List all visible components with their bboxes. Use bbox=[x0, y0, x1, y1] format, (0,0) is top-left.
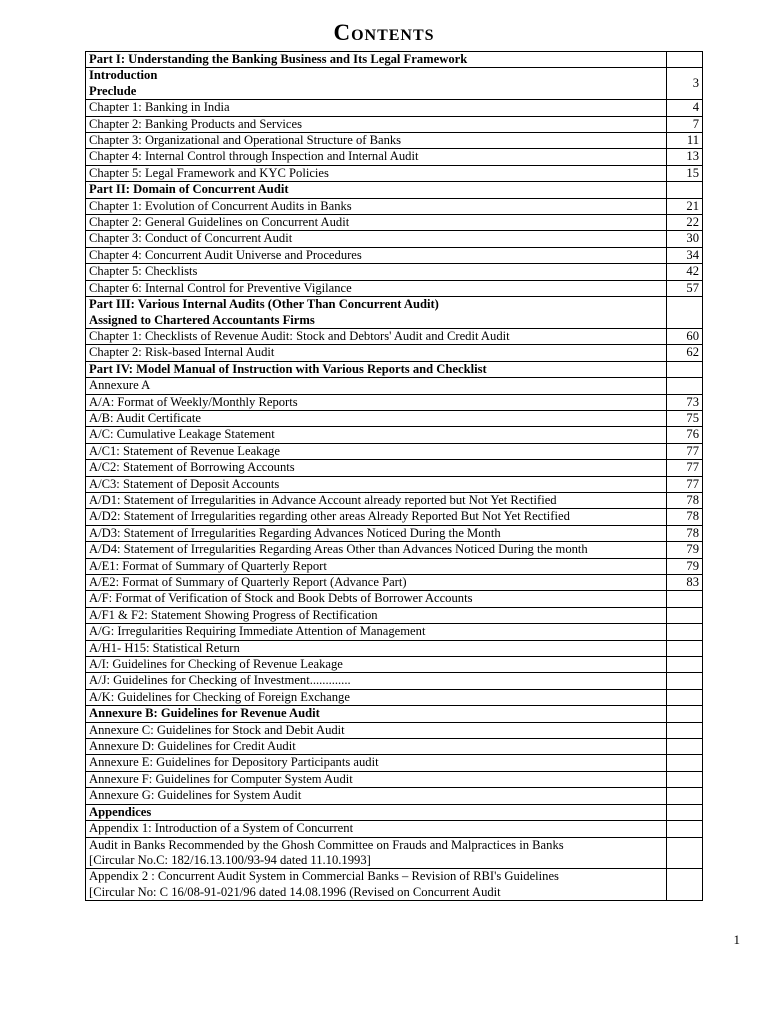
toc-entry-label bbox=[86, 739, 667, 755]
toc-row bbox=[86, 52, 703, 68]
toc-entry-label bbox=[86, 542, 667, 558]
toc-entry-label bbox=[86, 607, 667, 623]
toc-entry-text: Part III: Various Internal Audits (Other Than Concurrent Audit) bbox=[89, 297, 439, 312]
toc-row bbox=[86, 182, 703, 198]
toc-entry-label bbox=[86, 68, 667, 100]
toc-entry-label bbox=[86, 215, 667, 231]
toc-entry-text: Annexure C: Guidelines for Stock and Debit Audit bbox=[89, 722, 345, 737]
toc-entry-text: Chapter 3: Conduct of Concurrent Audit bbox=[89, 231, 293, 246]
toc-row bbox=[86, 460, 703, 476]
toc-entry-text: Chapter 5: Checklists bbox=[89, 264, 198, 279]
toc-entry-label bbox=[86, 640, 667, 656]
toc-entry-page bbox=[667, 788, 703, 804]
toc-entry-text: Introduction bbox=[89, 68, 158, 83]
toc-entry-label bbox=[86, 591, 667, 607]
toc-row bbox=[86, 607, 703, 623]
toc-entry-label bbox=[86, 427, 667, 443]
toc-row bbox=[86, 525, 703, 541]
toc-entry-label bbox=[86, 247, 667, 263]
toc-row bbox=[86, 231, 703, 247]
toc-entry-label bbox=[86, 821, 667, 837]
toc-entry-label bbox=[86, 378, 667, 394]
toc-entry-label bbox=[86, 706, 667, 722]
toc-row bbox=[86, 591, 703, 607]
toc-entry-text: A/E2: Format of Summary of Quarterly Report (Advance Part) bbox=[89, 575, 407, 589]
toc-entry-text: Chapter 5: Legal Framework and KYC Policies bbox=[89, 165, 329, 180]
toc-entry-text: Annexure G: Guidelines for System Audit bbox=[89, 788, 302, 803]
toc-row bbox=[86, 100, 703, 116]
toc-entry-text: Part IV: Model Manual of Instruction with Various Reports and Checklist bbox=[89, 361, 487, 376]
toc-entry-page bbox=[667, 378, 703, 394]
toc-entry-label bbox=[86, 575, 667, 591]
toc-entry-text: Chapter 1: Checklists of Revenue Audit: Stock and Debtors' Audit and Credit Audit bbox=[89, 328, 510, 343]
toc-entry-page: 83 bbox=[667, 575, 703, 591]
toc-entry-label bbox=[86, 345, 667, 361]
toc-entry-text: A/F1 & F2: Statement Showing Progress of Rectification bbox=[89, 607, 378, 622]
toc-row bbox=[86, 624, 703, 640]
toc-row bbox=[86, 476, 703, 492]
toc-entry-page: 57 bbox=[667, 280, 703, 296]
toc-entry-page: 62 bbox=[667, 345, 703, 361]
toc-entry-page: 7 bbox=[667, 116, 703, 132]
toc-row bbox=[86, 328, 703, 344]
toc-entry-label bbox=[86, 116, 667, 132]
toc-entry-text: Chapter 3: Organizational and Operational Structure of Banks bbox=[89, 133, 402, 148]
toc-row bbox=[86, 673, 703, 689]
toc-entry-text: A/E1: Format of Summary of Quarterly Report bbox=[89, 558, 327, 573]
toc-entry-text-line2: Preclude bbox=[89, 83, 137, 98]
toc-entry-label bbox=[86, 410, 667, 426]
toc-row bbox=[86, 837, 703, 869]
toc-entry-text: Part I: Understanding the Banking Business and Its Legal Framework bbox=[89, 52, 468, 66]
toc-entry-page: 15 bbox=[667, 165, 703, 181]
toc-entry-text-line2: [Circular No: C 16/08-91-021/96 dated 14.08.1996 (Revised on Concurrent Audit bbox=[89, 884, 501, 899]
toc-entry-page: 75 bbox=[667, 410, 703, 426]
toc-row bbox=[86, 492, 703, 508]
toc-entry-text: Chapter 6: Internal Control for Preventive Vigilance bbox=[89, 280, 352, 295]
toc-entry-page bbox=[667, 869, 703, 901]
toc-entry-label bbox=[86, 673, 667, 689]
toc-entry-page: 79 bbox=[667, 558, 703, 574]
page-title: Contents bbox=[333, 20, 435, 45]
toc-entry-page: 30 bbox=[667, 231, 703, 247]
toc-row bbox=[86, 771, 703, 787]
toc-entry-page bbox=[667, 607, 703, 623]
toc-entry-page: 34 bbox=[667, 247, 703, 263]
toc-entry-label bbox=[86, 100, 667, 116]
toc-entry-text-line2: Assigned to Chartered Accountants Firms bbox=[89, 312, 315, 327]
toc-row bbox=[86, 689, 703, 705]
toc-row bbox=[86, 165, 703, 181]
toc-row bbox=[86, 410, 703, 426]
toc-entry-text: Annexure B: Guidelines for Revenue Audit bbox=[89, 706, 320, 721]
toc-entry-text: Chapter 2: Banking Products and Services bbox=[89, 116, 303, 131]
toc-entry-label bbox=[86, 509, 667, 525]
toc-entry-page bbox=[667, 689, 703, 705]
toc-entry-label bbox=[86, 52, 667, 68]
toc-entry-label bbox=[86, 525, 667, 541]
toc-entry-text: A/J: Guidelines for Checking of Investment............. bbox=[89, 673, 351, 688]
toc-entry-text: A/D4: Statement of Irregularities Regarding Areas Other than Advances Noticed During the month bbox=[89, 542, 588, 557]
toc-row bbox=[86, 706, 703, 722]
toc-entry-text-line2: [Circular No.C: 182/16.13.100/93-94 dated 11.10.1993] bbox=[89, 852, 371, 867]
toc-entry-text: Chapter 4: Internal Control through Inspection and Internal Audit bbox=[89, 149, 419, 164]
toc-entry-page: 21 bbox=[667, 198, 703, 214]
toc-entry-text: Annexure E: Guidelines for Depository Participants audit bbox=[89, 755, 379, 770]
toc-entry-label bbox=[86, 869, 667, 901]
toc-row bbox=[86, 443, 703, 459]
toc-entry-label bbox=[86, 443, 667, 459]
toc-entry-page bbox=[667, 722, 703, 738]
toc-entry-label bbox=[86, 231, 667, 247]
toc-entry-text: Chapter 4: Concurrent Audit Universe and Procedures bbox=[89, 247, 362, 262]
toc-entry-text: A/F: Format of Verification of Stock and Book Debts of Borrower Accounts bbox=[89, 591, 473, 606]
toc-entry-text: A/C3: Statement of Deposit Accounts bbox=[89, 476, 280, 491]
toc-entry-label bbox=[86, 264, 667, 280]
toc-entry-text: Annexure F: Guidelines for Computer System Audit bbox=[89, 771, 353, 786]
toc-entry-page: 79 bbox=[667, 542, 703, 558]
toc-entry-page bbox=[667, 624, 703, 640]
toc-entry-text: A/D1: Statement of Irregularities in Advance Account already reported but Not Yet Rectified bbox=[89, 492, 557, 507]
toc-entry-page bbox=[667, 821, 703, 837]
toc-row bbox=[86, 394, 703, 410]
toc-entry-text: A/K: Guidelines for Checking of Foreign Exchange bbox=[89, 689, 350, 704]
toc-entry-page: 13 bbox=[667, 149, 703, 165]
toc-entry-text: Audit in Banks Recommended by the Ghosh Committee on Frauds and Malpractices in Banks bbox=[89, 837, 564, 852]
toc-row bbox=[86, 804, 703, 820]
toc-row bbox=[86, 215, 703, 231]
toc-entry-page bbox=[667, 297, 703, 329]
toc-entry-page bbox=[667, 591, 703, 607]
toc-row bbox=[86, 821, 703, 837]
toc-entry-label bbox=[86, 133, 667, 149]
toc-entry-page: 77 bbox=[667, 443, 703, 459]
toc-entry-label bbox=[86, 558, 667, 574]
toc-row bbox=[86, 427, 703, 443]
toc-entry-page bbox=[667, 804, 703, 820]
page-number: 1 bbox=[733, 932, 740, 947]
toc-entry-text: A/C: Cumulative Leakage Statement bbox=[89, 427, 275, 442]
toc-entry-label bbox=[86, 657, 667, 673]
toc-entry-text: Chapter 2: Risk-based Internal Audit bbox=[89, 345, 275, 360]
toc-entry-page: 22 bbox=[667, 215, 703, 231]
toc-entry-page bbox=[667, 182, 703, 198]
toc-row bbox=[86, 739, 703, 755]
toc-row bbox=[86, 575, 703, 591]
toc-entry-page: 4 bbox=[667, 100, 703, 116]
toc-entry-page bbox=[667, 673, 703, 689]
toc-entry-text: A/G: Irregularities Requiring Immediate Attention of Management bbox=[89, 624, 426, 639]
toc-entry-label bbox=[86, 198, 667, 214]
toc-row bbox=[86, 640, 703, 656]
toc-row bbox=[86, 755, 703, 771]
toc-entry-text: A/D3: Statement of Irregularities Regarding Advances Noticed During the Month bbox=[89, 525, 501, 540]
toc-entry-label bbox=[86, 149, 667, 165]
toc-row bbox=[86, 149, 703, 165]
toc-row bbox=[86, 657, 703, 673]
toc-entry-text: Appendix 2 : Concurrent Audit System in Commercial Banks – Revision of RBI's Guidelines bbox=[89, 869, 559, 884]
toc-entry-page bbox=[667, 640, 703, 656]
toc-entry-label bbox=[86, 804, 667, 820]
toc-entry-page: 3 bbox=[667, 68, 703, 100]
toc-entry-label bbox=[86, 624, 667, 640]
toc-row bbox=[86, 280, 703, 296]
toc-entry-text: Annexure A bbox=[89, 378, 151, 393]
toc-row bbox=[86, 297, 703, 329]
toc-entry-label bbox=[86, 297, 667, 329]
contents-table-body bbox=[86, 52, 703, 901]
toc-entry-text: A/C1: Statement of Revenue Leakage bbox=[89, 443, 280, 458]
toc-entry-text: Annexure D: Guidelines for Credit Audit bbox=[89, 739, 296, 754]
toc-entry-label bbox=[86, 476, 667, 492]
toc-entry-label bbox=[86, 788, 667, 804]
toc-entry-text: Chapter 1: Evolution of Concurrent Audits in Banks bbox=[89, 198, 352, 213]
toc-entry-label bbox=[86, 837, 667, 869]
toc-entry-page bbox=[667, 755, 703, 771]
toc-entry-page: 78 bbox=[667, 525, 703, 541]
toc-entry-label bbox=[86, 460, 667, 476]
toc-entry-page: 77 bbox=[667, 460, 703, 476]
toc-entry-page bbox=[667, 739, 703, 755]
toc-entry-page bbox=[667, 837, 703, 869]
toc-entry-page: 42 bbox=[667, 264, 703, 280]
toc-entry-label bbox=[86, 689, 667, 705]
toc-entry-text: Chapter 1: Banking in India bbox=[89, 100, 230, 115]
toc-entry-page: 78 bbox=[667, 509, 703, 525]
toc-entry-label bbox=[86, 722, 667, 738]
toc-row bbox=[86, 264, 703, 280]
toc-entry-page bbox=[667, 657, 703, 673]
toc-entry-page: 78 bbox=[667, 492, 703, 508]
toc-row bbox=[86, 509, 703, 525]
toc-row bbox=[86, 345, 703, 361]
toc-entry-text: Appendix 1: Introduction of a System of Concurrent bbox=[89, 821, 354, 836]
toc-entry-text: A/A: Format of Weekly/Monthly Reports bbox=[89, 394, 298, 409]
toc-entry-label bbox=[86, 165, 667, 181]
toc-row bbox=[86, 198, 703, 214]
toc-entry-text: Chapter 2: General Guidelines on Concurrent Audit bbox=[89, 215, 350, 230]
toc-entry-page: 60 bbox=[667, 328, 703, 344]
toc-entry-label bbox=[86, 771, 667, 787]
toc-entry-page: 11 bbox=[667, 133, 703, 149]
toc-row bbox=[86, 247, 703, 263]
toc-entry-text: Appendices bbox=[89, 804, 152, 819]
toc-entry-label bbox=[86, 755, 667, 771]
toc-entry-label bbox=[86, 182, 667, 198]
contents-table bbox=[85, 51, 703, 901]
toc-entry-page bbox=[667, 52, 703, 68]
toc-row bbox=[86, 378, 703, 394]
toc-entry-text: Part II: Domain of Concurrent Audit bbox=[89, 182, 289, 197]
toc-entry-page: 77 bbox=[667, 476, 703, 492]
toc-entry-label bbox=[86, 492, 667, 508]
toc-row bbox=[86, 788, 703, 804]
toc-entry-text: A/I: Guidelines for Checking of Revenue Leakage bbox=[89, 657, 343, 672]
toc-entry-label bbox=[86, 361, 667, 377]
toc-entry-text: A/B: Audit Certificate bbox=[89, 410, 201, 425]
toc-entry-label bbox=[86, 328, 667, 344]
toc-row bbox=[86, 133, 703, 149]
toc-entry-page bbox=[667, 361, 703, 377]
toc-entry-page: 76 bbox=[667, 427, 703, 443]
toc-row bbox=[86, 116, 703, 132]
toc-row bbox=[86, 68, 703, 100]
toc-entry-page bbox=[667, 771, 703, 787]
toc-row bbox=[86, 542, 703, 558]
toc-row bbox=[86, 361, 703, 377]
toc-entry-text: A/H1- H15: Statistical Return bbox=[89, 640, 240, 655]
toc-entry-text: A/C2: Statement of Borrowing Accounts bbox=[89, 460, 295, 475]
toc-entry-label bbox=[86, 394, 667, 410]
toc-row bbox=[86, 722, 703, 738]
toc-row bbox=[86, 558, 703, 574]
toc-row bbox=[86, 869, 703, 901]
toc-entry-page bbox=[667, 706, 703, 722]
toc-entry-label bbox=[86, 280, 667, 296]
toc-entry-text: A/D2: Statement of Irregularities regarding other areas Already Reported But Not Yet Rectified bbox=[89, 509, 570, 524]
toc-entry-page: 73 bbox=[667, 394, 703, 410]
